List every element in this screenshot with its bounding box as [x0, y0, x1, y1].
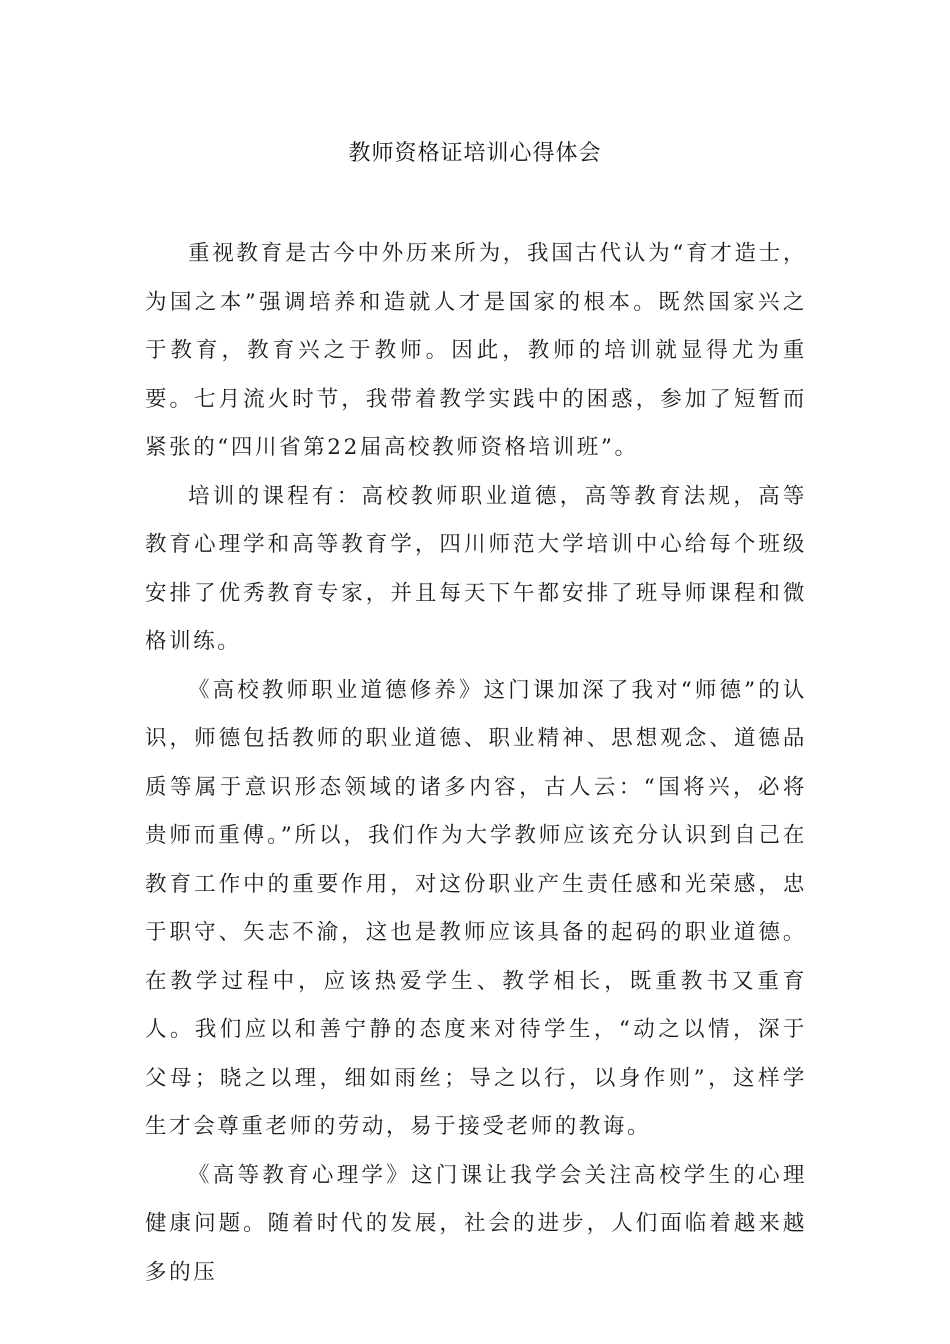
- document-body: [145, 230, 807, 1297]
- paragraph-2: 培训的课程有：高校教师职业道德，高等教育法规，高等教育心理学和高等教育学，四川师范大学培训中心给每个班级安排了优秀教育专家，并且每天下午都安排了班导师课程和微格训练。: [145, 483, 807, 654]
- paragraph-3: 《高校教师职业道德修养》这门课加深了我对“师德”的认识，师德包括教师的职业道德、职业精神、思想观念、道德品质等属于意识形态领域的诸多内容，古人云：“国将兴，必将贵师而重傅。”所以，我们作为大学教师应该充分认识到自己在教育工作中的重要作用，对这份职业产生责任感和光荣感，忠于职守、矢志不渝，这也是教师应该具备的起码的职业道德。在教学过程中，应该热爱学生、教学相长，既重教书又重育人。我们应以和善宁静的态度来对待学生，“动之以情，深于父母；晓之以理，细如雨丝；导之以行，以身作则”，这样学生才会尊重老师的劳动，易于接受老师的教诲。: [145, 677, 807, 1139]
- document-title: 教师资格证培训心得体会: [348, 141, 602, 166]
- paragraph-1: 重视教育是古今中外历来所为，我国古代认为“育才造士，为国之本”强调培养和造就人才是国家的根本。既然国家兴之于教育，教育兴之于教师。因此，教师的培训就显得尤为重要。七月流火时节，我带着教学实践中的困惑，参加了短暂而紧张的“四川省第22届高校教师资格培训班”。: [145, 241, 807, 460]
- paragraph-4: 《高等教育心理学》这门课让我学会关注高校学生的心理健康问题。随着时代的发展，社会的进步，人们面临着越来越多的压: [145, 1162, 807, 1285]
